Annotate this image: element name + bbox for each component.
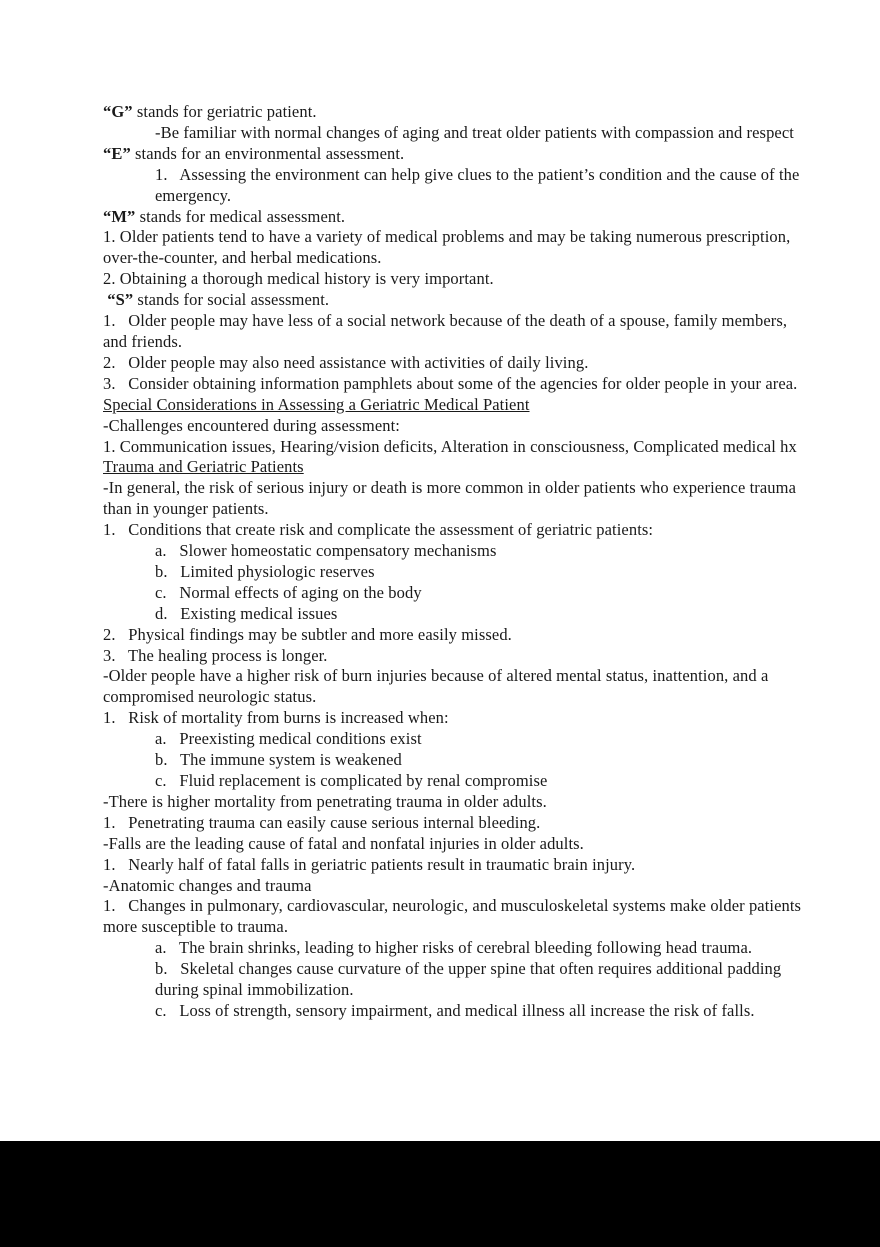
text-line: 1. Communication issues, Hearing/vision deficits, Alteration in consciousness, Complicated medical hx [103, 436, 797, 456]
text-line: 1. Older people may have less of a social network because of the death of a spouse, family members, [103, 311, 788, 331]
text-line: 1. Older patients tend to have a variety of medical problems and may be taking numerous prescription, [103, 227, 791, 247]
text-line: 1. Penetrating trauma can easily cause serious internal bleeding. [103, 812, 541, 832]
text-line: a. Slower homeostatic compensatory mechanisms [155, 541, 497, 561]
document-text-block [103, 102, 880, 1022]
text-line: “G” stands for geriatric patient. [103, 102, 317, 121]
text-line: -There is higher mortality from penetrating trauma in older adults. [103, 791, 547, 811]
text-line: 1. Conditions that create risk and complicate the assessment of geriatric patients: [103, 520, 654, 540]
text-line: -Anatomic changes and trauma [103, 875, 312, 895]
bold-term: “G” [103, 102, 133, 121]
text-line: a. Preexisting medical conditions exist [155, 729, 422, 749]
text-line: 1. Changes in pulmonary, cardiovascular, neurologic, and musculoskeletal systems make older patients [103, 896, 802, 916]
text-line: d. Existing medical issues [155, 603, 338, 623]
bold-term: “M” [103, 206, 136, 226]
section-heading: Special Considerations in Assessing a Geriatric Medical Patient [103, 394, 530, 414]
text-line: -Falls are the leading cause of fatal and nonfatal injuries in older adults. [103, 833, 584, 853]
text-line: b. Limited physiologic reserves [155, 561, 375, 581]
text-line: and friends. [103, 331, 183, 351]
text-line: “S” stands for social assessment. [103, 290, 330, 310]
text-line: c. Loss of strength, sensory impairment, and medical illness all increase the risk of falls. [155, 1000, 755, 1020]
text-line: compromised neurologic status. [103, 687, 317, 707]
text-line: 2. Physical findings may be subtler and more easily missed. [103, 624, 512, 644]
text-line: a. The brain shrinks, leading to higher risks of cerebral bleeding following head trauma. [155, 938, 753, 958]
text-line: more susceptible to trauma. [103, 917, 289, 937]
text-line: “E” stands for an environmental assessment. [103, 143, 405, 163]
text-line: -Be familiar with normal changes of aging and treat older patients with compassion and respect [155, 122, 794, 142]
text-line: 2. Older people may also need assistance with activities of daily living. [103, 352, 589, 372]
section-heading: Trauma and Geriatric Patients [103, 457, 304, 477]
text-line: b. Skeletal changes cause curvature of the upper spine that often requires additional padding [155, 959, 782, 979]
bold-term: “E” [103, 143, 131, 163]
text-line: -In general, the risk of serious injury or death is more common in older patients who experience trauma [103, 478, 797, 498]
text-line: over-the-counter, and herbal medications. [103, 248, 382, 268]
bold-term: “S” [103, 290, 134, 310]
text-line: 3. Consider obtaining information pamphlets about some of the agencies for older people in your area. [103, 373, 798, 393]
text-line: than in younger patients. [103, 499, 269, 519]
text-line: “M” stands for medical assessment. [103, 206, 346, 226]
text-line: c. Normal effects of aging on the body [155, 582, 422, 602]
text-line: c. Fluid replacement is complicated by renal compromise [155, 771, 548, 790]
text-line: -Challenges encountered during assessment: [103, 415, 400, 435]
text-line: 3. The healing process is longer. [103, 645, 328, 665]
text-line: 1. Assessing the environment can help give clues to the patient’s condition and the cause of the [155, 164, 800, 184]
text-line: during spinal immobilization. [155, 980, 354, 1000]
text-line: emergency. [155, 185, 232, 205]
text-line: 1. Risk of mortality from burns is increased when: [103, 708, 449, 728]
text-line: 1. Nearly half of fatal falls in geriatric patients result in traumatic brain injury. [103, 854, 636, 874]
text-line: b. The immune system is weakened [155, 750, 402, 770]
text-line: 2. Obtaining a thorough medical history is very important. [103, 269, 494, 289]
text-line: -Older people have a higher risk of burn injuries because of altered mental status, inattention, and a [103, 666, 769, 686]
bottom-black-bar [0, 1141, 880, 1247]
